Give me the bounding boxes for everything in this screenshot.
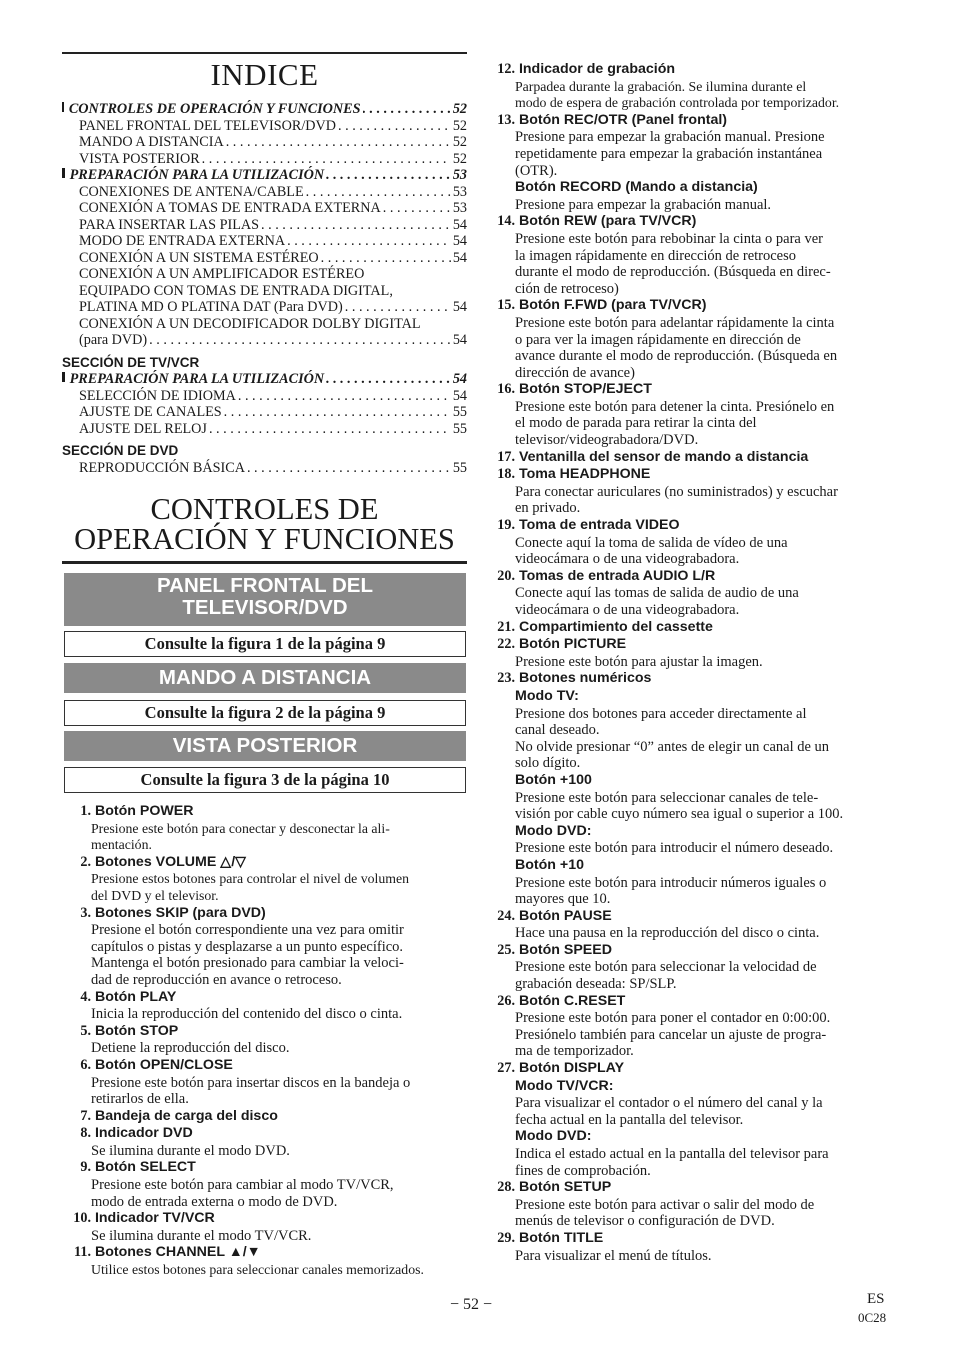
rear-reference: Consulte la figura 3 de la página 10: [64, 767, 466, 793]
toc-section-heading: SECCIÓN DE DVD: [62, 443, 179, 458]
toc-page-number: 53: [452, 167, 467, 183]
control-item-description: Para conectar auriculares (no suministrados) y escuchar: [515, 483, 838, 500]
control-item: [62, 1125, 472, 1159]
control-item: [486, 568, 896, 619]
control-item: [62, 1244, 472, 1278]
control-item-description: Presione este botón para seleccionar canales de tele-: [515, 789, 819, 806]
control-item: [62, 1159, 472, 1210]
control-item-description: Mantenga el botón presionado para cambiar la veloci-: [91, 955, 404, 972]
control-item-description: o para ver la imagen rápidamente en dirección de: [515, 331, 801, 348]
toc-leader-dots: [338, 118, 451, 135]
control-item-name: Botones CHANNEL ▲/▼: [94, 1244, 261, 1261]
control-item-description: Hace una pausa en la reproducción del disco o cinta.: [515, 925, 820, 942]
control-item-number: 3.: [80, 904, 91, 921]
control-item-description: dad de reproducción en avance o retroceso.: [91, 971, 342, 988]
control-item-description: Presione este botón para insertar discos en la bandeja o: [91, 1074, 411, 1091]
table-of-contents: [62, 101, 467, 476]
controls-title-line2: OPERACIÓN Y FUNCIONES: [74, 522, 455, 556]
toc-page-number: 52: [452, 150, 467, 167]
control-item-description: Presione este botón para seleccionar la velocidad de: [515, 959, 817, 976]
toc-page-number: 54: [452, 371, 467, 387]
control-item-description: videocámara o de una videograbadora.: [515, 551, 740, 568]
toc-leader-dots: [247, 460, 451, 477]
control-item-description: Presione para empezar la grabación manual. Presione: [515, 129, 825, 146]
control-item-description: Presione este botón para cambiar al modo TV/VCR,: [91, 1177, 394, 1194]
control-item: [62, 1108, 472, 1126]
top-rule: [62, 52, 467, 54]
control-item: [62, 989, 472, 1023]
control-item-name: Indicador de grabación: [518, 61, 676, 77]
toc-page-number: 55: [452, 459, 467, 476]
panel-band-line1: PANEL FRONTAL DEL: [156, 574, 373, 597]
control-item-subheading: Modo TV:: [515, 687, 579, 704]
control-item-heading: [62, 1244, 472, 1262]
control-item-name: Botón STOP: [94, 1022, 179, 1039]
control-item-description: menús de televisor o configuración de DVD.: [515, 1213, 775, 1230]
control-item-number: 8.: [80, 1125, 91, 1142]
control-item-description: mayores que 10.: [515, 891, 611, 908]
control-item-heading: [62, 803, 472, 821]
control-item-number: 12.: [497, 61, 515, 77]
control-item-number: 5.: [80, 1022, 91, 1039]
control-item-number: 4.: [80, 988, 91, 1005]
control-item-description: retirarlos de ella.: [91, 1091, 189, 1108]
toc-entry: [62, 388, 467, 405]
control-item: [486, 449, 896, 467]
control-item: [486, 297, 896, 381]
control-item-heading: [486, 568, 896, 586]
control-item-description: Inicia la reproducción del contenido del disco o cinta.: [91, 1006, 403, 1023]
control-item: [486, 112, 896, 214]
toc-entry-title: CONTROLES DE OPERACIÓN Y FUNCIONES: [68, 101, 361, 117]
control-item: [486, 993, 896, 1060]
control-item-description: Conecte aquí la toma de salida de vídeo de una: [515, 534, 788, 551]
toc-page-number: 54: [452, 249, 467, 266]
toc-entry-title: SELECCIÓN DE IDIOMA: [79, 387, 236, 404]
control-item: [486, 213, 896, 297]
control-item-subheading: Modo DVD:: [515, 822, 592, 839]
control-item-heading: [486, 993, 896, 1011]
control-item-description: capítulos o pistas y desplazarse a un punto específico.: [91, 938, 404, 955]
control-item-subheading: Botón RECORD (Mando a distancia): [515, 179, 758, 196]
control-item-number: 2.: [80, 853, 91, 870]
control-item: [486, 381, 896, 448]
control-item-number: 13.: [497, 111, 515, 128]
control-item-name: Botón TITLE: [518, 1229, 604, 1246]
control-item-name: Botón C.RESET: [518, 992, 626, 1009]
control-item-name: Tomas de entrada AUDIO L/R: [518, 567, 716, 584]
control-item-heading: [486, 297, 896, 315]
square-bullet-icon: [62, 102, 64, 112]
toc-entry: [62, 299, 467, 316]
toc-entry-title: PREPARACIÓN PARA LA UTILIZACIÓN: [69, 167, 325, 183]
control-item-number: 17.: [497, 448, 515, 465]
control-item-heading: [486, 1060, 896, 1078]
toc-page-number: 53: [452, 183, 467, 200]
control-item-heading: [486, 381, 896, 399]
toc-entry: [62, 460, 467, 477]
control-item-name: Botón SETUP: [518, 1179, 612, 1196]
control-item-description: Presione este botón para adelantar rápidamente la cinta: [515, 314, 835, 331]
left-item-list: [62, 803, 472, 1279]
control-item: [486, 670, 896, 907]
controls-title: [62, 494, 467, 554]
control-item: [62, 854, 472, 905]
toc-entry: [62, 184, 467, 201]
control-item-description: Se ilumina durante el modo TV/VCR.: [91, 1227, 312, 1244]
toc-leader-dots: [383, 200, 451, 217]
control-item-name: Botón SPEED: [518, 941, 612, 958]
toc-entry: [62, 404, 467, 421]
toc-entry-title: REPRODUCCIÓN BÁSICA: [79, 459, 245, 476]
control-item-number: 1.: [80, 803, 91, 819]
control-item-name: Botón DISPLAY: [518, 1060, 625, 1077]
toc-entry: [62, 200, 467, 217]
toc-entry-title: (para DVD): [79, 332, 148, 348]
toc-entry: [62, 151, 467, 168]
control-item-number: 28.: [497, 1179, 515, 1196]
control-item-name: Botones VOLUME △/▽: [94, 853, 247, 870]
control-item-heading: [486, 942, 896, 960]
control-item-description: Presiónelo también para cancelar un ajuste de progra-: [515, 1026, 827, 1043]
control-item-number: 7.: [80, 1107, 91, 1124]
control-item-description: (OTR).: [515, 162, 558, 179]
toc-leader-dots: [287, 233, 451, 250]
control-item-number: 21.: [497, 618, 515, 635]
toc-entry-title: CONEXIONES DE ANTENA/CABLE: [79, 183, 304, 200]
control-item-name: Botón F.FWD (para TV/VCR): [518, 297, 707, 314]
control-item-description: en privado.: [515, 500, 581, 517]
control-item-name: Ventanilla del sensor de mando a distancia: [518, 448, 809, 465]
control-item-heading: [62, 854, 472, 872]
control-item-description: Presione este botón para rebobinar la cinta o para ver: [515, 230, 823, 247]
section-rule: [62, 561, 467, 564]
toc-leader-dots: [306, 184, 451, 201]
control-item-name: Botones numéricos: [518, 670, 652, 687]
control-item-description: visión por cable cuyo número sea igual o superior a 100.: [515, 806, 844, 823]
control-item-name: Compartimiento del cassette: [518, 618, 713, 635]
control-item: [62, 1023, 472, 1057]
panel-band-line2: TELEVISOR/DVD: [182, 596, 348, 619]
toc-entry-title: MANDO A DISTANCIA: [79, 134, 224, 150]
toc-entry-title: PLATINA MD O PLATINA DAT (Para DVD): [79, 299, 343, 315]
control-item-name: Botón REC/OTR (Panel frontal): [518, 111, 728, 128]
toc-page-number: 55: [452, 404, 467, 420]
control-item-name: Botón SELECT: [94, 1159, 196, 1176]
toc-entry: [62, 421, 467, 438]
toc-entry: [62, 250, 467, 267]
control-item-description: el modo de parada para retirar la cinta del: [515, 415, 757, 432]
panel-reference: Consulte la figura 1 de la página 9: [64, 631, 466, 657]
page-number: − 52 −: [450, 1296, 493, 1313]
control-item-description: televisor/videograbadora/DVD.: [515, 432, 699, 449]
control-item-description: ma de temporizador.: [515, 1043, 634, 1060]
control-item-name: Botón PLAY: [94, 988, 177, 1005]
control-item-heading: [486, 908, 896, 926]
toc-page-number: 54: [452, 332, 467, 348]
control-item-name: Toma de entrada VIDEO: [518, 517, 680, 534]
toc-entry: [62, 332, 467, 349]
control-item-number: 18.: [497, 466, 515, 483]
control-item-description: videocámara o de una videograbadora.: [515, 602, 740, 618]
control-item-description: Para visualizar el menú de títulos.: [515, 1247, 712, 1264]
control-item-heading: [62, 989, 472, 1007]
language-code: ES: [867, 1291, 885, 1307]
toc-section-entry: [62, 167, 467, 184]
control-item-description: Presione este botón para ajustar la imagen.: [515, 653, 763, 670]
control-item-heading: [62, 1159, 472, 1177]
control-item-heading: [486, 636, 896, 654]
control-item-heading: [486, 61, 896, 79]
toc-page-number: 55: [452, 420, 467, 437]
right-item-list: [486, 61, 896, 1264]
control-item-number: 15.: [497, 297, 515, 314]
control-item-description: mentación.: [91, 837, 152, 853]
toc-page-number: 54: [452, 216, 467, 233]
toc-page-number: 52: [452, 117, 467, 134]
control-item-description: modo de espera de grabación controlada por temporizador.: [515, 95, 840, 111]
control-item-heading: [62, 905, 472, 923]
toc-page-number: 53: [452, 200, 467, 216]
toc-page-number: 54: [452, 233, 467, 249]
control-item-description: Para visualizar el contador o el número del canal y la: [515, 1095, 823, 1112]
control-item-number: 16.: [497, 381, 515, 398]
toc-entry: [62, 233, 467, 250]
control-item-description: Conecte aquí las tomas de salida de audio de una: [515, 585, 799, 602]
control-item-number: 29.: [497, 1229, 515, 1246]
control-item-subheading: Modo DVD:: [515, 1128, 592, 1145]
control-item: [486, 466, 896, 517]
control-item-description: modo de entrada externa o modo de DVD.: [91, 1193, 338, 1210]
toc-leader-dots: [345, 299, 451, 316]
control-item-number: 24.: [497, 907, 515, 924]
toc-page-number: 52: [452, 101, 467, 117]
control-item: [62, 1210, 472, 1244]
document-code: 0C28: [858, 1310, 887, 1325]
control-item: [486, 636, 896, 670]
control-item-name: Indicador DVD: [94, 1125, 193, 1142]
control-item-description: Indica el estado actual en la pantalla del televisor para: [515, 1146, 829, 1162]
toc-leader-dots: [209, 421, 451, 438]
control-item-name: Bandeja de carga del disco: [94, 1107, 278, 1124]
control-item-description: del DVD y el televisor.: [91, 887, 219, 903]
toc-section-heading: SECCIÓN DE TV/VCR: [62, 354, 200, 370]
control-item-name: Botón POWER: [94, 803, 194, 819]
control-item-description: Presione este botón para introducir números iguales o: [515, 874, 827, 891]
control-item-subheading: Modo TV/VCR:: [515, 1077, 614, 1094]
control-item-description: Presione este botón para poner el contador en 0:00:00.: [515, 1010, 831, 1027]
control-item-description: solo dígito.: [515, 755, 581, 772]
control-item-heading: [486, 1230, 896, 1248]
control-item-heading: [486, 670, 896, 688]
control-item: [486, 1060, 896, 1179]
control-item-number: 25.: [497, 941, 515, 958]
control-item-name: Botón PICTURE: [518, 636, 627, 653]
toc-entry-title: PANEL FRONTAL DEL TELEVISOR/DVD: [79, 117, 336, 134]
control-item-heading: [486, 112, 896, 130]
toc-entry-title: VISTA POSTERIOR: [79, 150, 200, 167]
remote-reference: Consulte la figura 2 de la página 9: [64, 700, 466, 726]
control-item-number: 20.: [497, 567, 515, 584]
control-item-number: 19.: [497, 517, 515, 534]
control-item-description: dirección de avance): [515, 364, 635, 381]
toc-leader-dots: [224, 404, 451, 421]
control-item-number: 10.: [73, 1210, 91, 1227]
control-item-heading: [486, 619, 896, 637]
control-item-name: Botón REW (para TV/VCR): [518, 213, 697, 230]
toc-entry: [62, 118, 467, 135]
control-item: [62, 1057, 472, 1108]
control-item-description: Presione estos botones para controlar el nivel de volumen: [91, 871, 410, 887]
control-item-name: Botón PAUSE: [518, 907, 612, 924]
toc-entry-title: AJUSTE DEL RELOJ: [79, 420, 207, 437]
control-item-description: Presione dos botones para acceder directamente al: [515, 705, 807, 722]
control-item: [486, 908, 896, 942]
toc-leader-dots: [261, 217, 451, 234]
control-item-subheading: Botón +100: [515, 771, 592, 788]
toc-entry-line: CONEXIÓN A UN DECODIFICADOR DOLBY DIGITAL: [79, 315, 421, 332]
control-item-heading: [62, 1057, 472, 1075]
toc-entry-title: AJUSTE DE CANALES: [79, 404, 222, 420]
control-item: [486, 942, 896, 993]
control-item-heading: [486, 449, 896, 467]
control-item-number: 14.: [497, 213, 515, 230]
toc-entry: [62, 134, 467, 151]
control-item: [486, 517, 896, 568]
panel-band: [64, 573, 466, 626]
toc-entry-line: CONEXIÓN A UN AMPLIFICADOR ESTÉREO: [79, 266, 365, 282]
control-item-description: Utilice estos botones para seleccionar canales memorizados.: [91, 1262, 424, 1278]
control-item-number: 23.: [497, 670, 515, 687]
toc-entry-title: CONEXIÓN A TOMAS DE ENTRADA EXTERNA: [79, 200, 381, 216]
toc-leader-dots: [321, 250, 451, 267]
toc-page-number: 54: [452, 387, 467, 404]
toc-page-number: 52: [452, 134, 467, 150]
control-item: [62, 905, 472, 989]
control-item: [486, 1179, 896, 1230]
control-item-number: 11.: [74, 1244, 91, 1261]
control-item-number: 9.: [80, 1159, 91, 1176]
control-item-description: la imagen rápidamente en dirección de retroceso: [515, 247, 797, 264]
toc-leader-dots: [363, 101, 451, 118]
control-item-number: 22.: [497, 636, 515, 653]
control-item-number: 6.: [80, 1056, 91, 1073]
control-item-name: Botón STOP/EJECT: [518, 381, 652, 398]
toc-section-entry: [62, 101, 467, 118]
control-item: [62, 803, 472, 854]
toc-entry-title: MODO DE ENTRADA EXTERNA: [79, 233, 286, 249]
control-item-description: fines de comprobación.: [515, 1162, 651, 1179]
control-item-description: Presione este botón para introducir el número deseado.: [515, 840, 834, 857]
control-item-description: fecha actual en la pantalla del televisor.: [515, 1111, 744, 1128]
control-item-description: avance durante el modo de reproducción. (Búsqueda en: [515, 348, 838, 365]
square-bullet-icon: [62, 168, 65, 178]
control-item-subheading: Botón +10: [515, 856, 584, 873]
control-item: [486, 61, 896, 112]
control-item-description: grabación deseada: SP/SLP.: [515, 976, 677, 993]
index-title: INDICE: [210, 57, 319, 92]
control-item-description: Parpadea durante la grabación. Se ilumina durante el: [515, 78, 807, 94]
control-item-heading: [62, 1023, 472, 1041]
toc-section-entry: [62, 371, 467, 388]
control-item-heading: [486, 213, 896, 231]
toc-entry-title: CONEXIÓN A UN SISTEMA ESTÉREO: [79, 249, 319, 266]
control-item-number: 27.: [497, 1060, 515, 1077]
control-item-name: Botones SKIP (para DVD): [94, 904, 266, 921]
control-item-description: Se ilumina durante el modo DVD.: [91, 1142, 290, 1159]
control-item-description: Presione para empezar la grabación manual.: [515, 196, 772, 213]
remote-band: MANDO A DISTANCIA: [64, 663, 466, 693]
toc-leader-dots: [226, 134, 451, 151]
control-item-description: Presione este botón para conectar y desconectar la ali-: [91, 820, 390, 836]
control-item-description: No olvide presionar “0” antes de elegir un canal de un: [515, 738, 830, 755]
toc-page-number: 54: [452, 299, 467, 315]
control-item-heading: [62, 1108, 472, 1126]
control-item-number: 26.: [497, 992, 515, 1009]
toc-entry-line: EQUIPADO CON TOMAS DE ENTRADA DIGITAL,: [79, 282, 393, 299]
control-item-heading: [486, 1179, 896, 1197]
control-item-description: durante el modo de reproducción. (Búsqueda en direc-: [515, 264, 831, 281]
control-item-heading: [62, 1125, 472, 1143]
rear-band: VISTA POSTERIOR: [64, 731, 466, 761]
control-item-description: ción de retroceso): [515, 280, 619, 297]
control-item-heading: [486, 466, 896, 484]
toc-entry-title: PREPARACIÓN PARA LA UTILIZACIÓN: [69, 371, 325, 387]
control-item: [486, 619, 896, 637]
control-item-name: Indicador TV/VCR: [94, 1210, 215, 1227]
toc-entry: [62, 217, 467, 234]
control-item-heading: [62, 1210, 472, 1228]
controls-title-line1: CONTROLES DE: [150, 492, 379, 526]
control-item-description: Detiene la reproducción del disco.: [91, 1040, 290, 1057]
control-item-description: Presione este botón para activar o salir del modo de: [515, 1196, 815, 1213]
control-item-description: repetidamente para empezar la grabación instantánea: [515, 145, 823, 162]
control-item-description: Presione este botón para detener la cinta. Presiónelo en: [515, 398, 835, 415]
control-item-description: canal deseado.: [515, 722, 600, 739]
control-item-heading: [486, 517, 896, 535]
toc-leader-dots: [149, 332, 451, 349]
control-item-description: Presione el botón correspondiente una vez para omitir: [91, 922, 404, 939]
square-bullet-icon: [62, 372, 65, 382]
toc-leader-dots: [326, 371, 451, 388]
toc-entry-title: PARA INSERTAR LAS PILAS: [79, 216, 259, 233]
toc-leader-dots: [202, 151, 451, 168]
toc-leader-dots: [326, 167, 451, 184]
control-item-name: Botón OPEN/CLOSE: [94, 1056, 233, 1073]
toc-leader-dots: [238, 388, 451, 405]
control-item-name: Toma HEADPHONE: [518, 466, 651, 483]
control-item: [486, 1230, 896, 1264]
